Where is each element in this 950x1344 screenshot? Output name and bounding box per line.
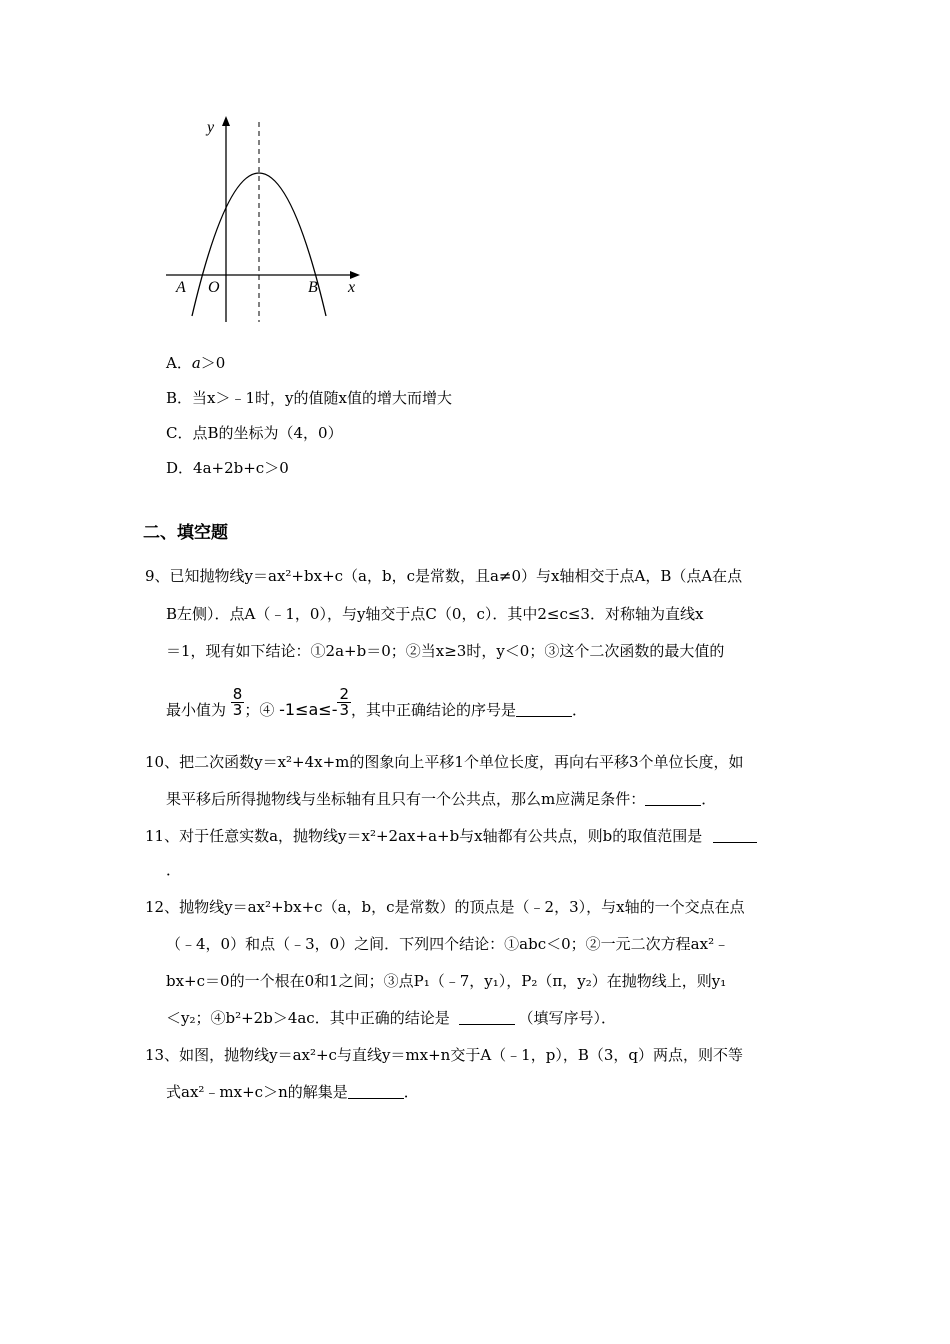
x-axis-arrow bbox=[350, 271, 360, 279]
fraction-8-3: $\frac{8}{3}$ bbox=[232, 684, 243, 719]
q11-line1: 11、对于任意实数a，抛物线y＝x²+2ax+a+b与x轴都有公共点，则b的取值范围是 bbox=[145, 826, 757, 846]
origin-label: O bbox=[208, 279, 220, 296]
q11-line2: ． bbox=[166, 861, 182, 879]
option-b: B．当x＞﹣1时，y的值随x值的增大而增大 bbox=[166, 389, 452, 407]
q10-line2: 果平移后所得抛物线与坐标轴有且只有一个公共点，那么m应满足条件： ． bbox=[166, 790, 717, 808]
option-a: A．a＞0 bbox=[166, 354, 226, 372]
q9-line4: 最小值为 $\frac{8}{3}$ ；④ -1≤a≤- $\frac{2}{3}$ ，其中正确结论的序号是 ． bbox=[166, 684, 588, 719]
axis-label-x: x bbox=[348, 279, 356, 296]
answer-blank-q9[interactable] bbox=[516, 702, 572, 717]
point-b-label: B bbox=[308, 279, 318, 296]
q13-line1: 13、如图，抛物线y＝ax²+c与直线y＝mx+n交于A（﹣1，p），B（3，q）两点，则不等 bbox=[145, 1046, 743, 1064]
q9-line2: B左侧）．点A（﹣1，0），与y轴交于点C（0，c）．其中2≤c≤3．对称轴为直线x bbox=[166, 605, 704, 623]
option-d: D．4a+2b+c＞0 bbox=[166, 459, 289, 477]
answer-blank-q13[interactable] bbox=[348, 1084, 404, 1099]
point-a-label: A bbox=[176, 279, 186, 296]
q9-line3: ＝1，现有如下结论：①2a+b＝0；②当x≥3时，y＜0；③这个二次函数的最大值的 bbox=[166, 642, 725, 660]
q9-line1: 9、已知抛物线y＝ax²+bx+c（a，b，c是常数，且a≠0）与x轴相交于点A，B（点A在点 bbox=[145, 567, 743, 585]
y-axis-arrow bbox=[222, 116, 230, 126]
answer-blank-q10[interactable] bbox=[645, 791, 701, 806]
axis-label-y: y bbox=[207, 119, 215, 136]
option-c: C．点B的坐标为（4，0） bbox=[166, 424, 343, 442]
q12-line4: ＜y₂；④b²+2b＞4ac．其中正确的结论是 （填写序号）． bbox=[166, 1009, 617, 1027]
q10-line1: 10、把二次函数y＝x²+4x+m的图象向上平移1个单位长度，再向右平移3个单位长度，如 bbox=[145, 753, 744, 771]
answer-blank-q12[interactable] bbox=[459, 1010, 515, 1025]
q12-line2: （﹣4，0）和点（﹣3，0）之间．下列四个结论：①abc＜0；②一元二次方程ax²﹣ bbox=[166, 935, 730, 953]
parabola-graph bbox=[160, 110, 370, 330]
q12-line1: 12、抛物线y＝ax²+bx+c（a，b，c是常数）的顶点是（﹣2，3），与x轴的一个交点在点 bbox=[145, 898, 745, 916]
section-title: 二、填空题 bbox=[143, 523, 228, 543]
q12-line3: bx+c＝0的一个根在0和1之间；③点P₁（﹣7，y₁），P₂（π，y₂）在抛物线上，则y₁ bbox=[166, 972, 727, 990]
fraction-2-3: $\frac{2}{3}$ bbox=[339, 684, 350, 719]
q13-line2: 式ax²﹣mx+c＞n的解集是 ． bbox=[166, 1083, 419, 1101]
answer-blank-q11[interactable] bbox=[713, 828, 757, 843]
